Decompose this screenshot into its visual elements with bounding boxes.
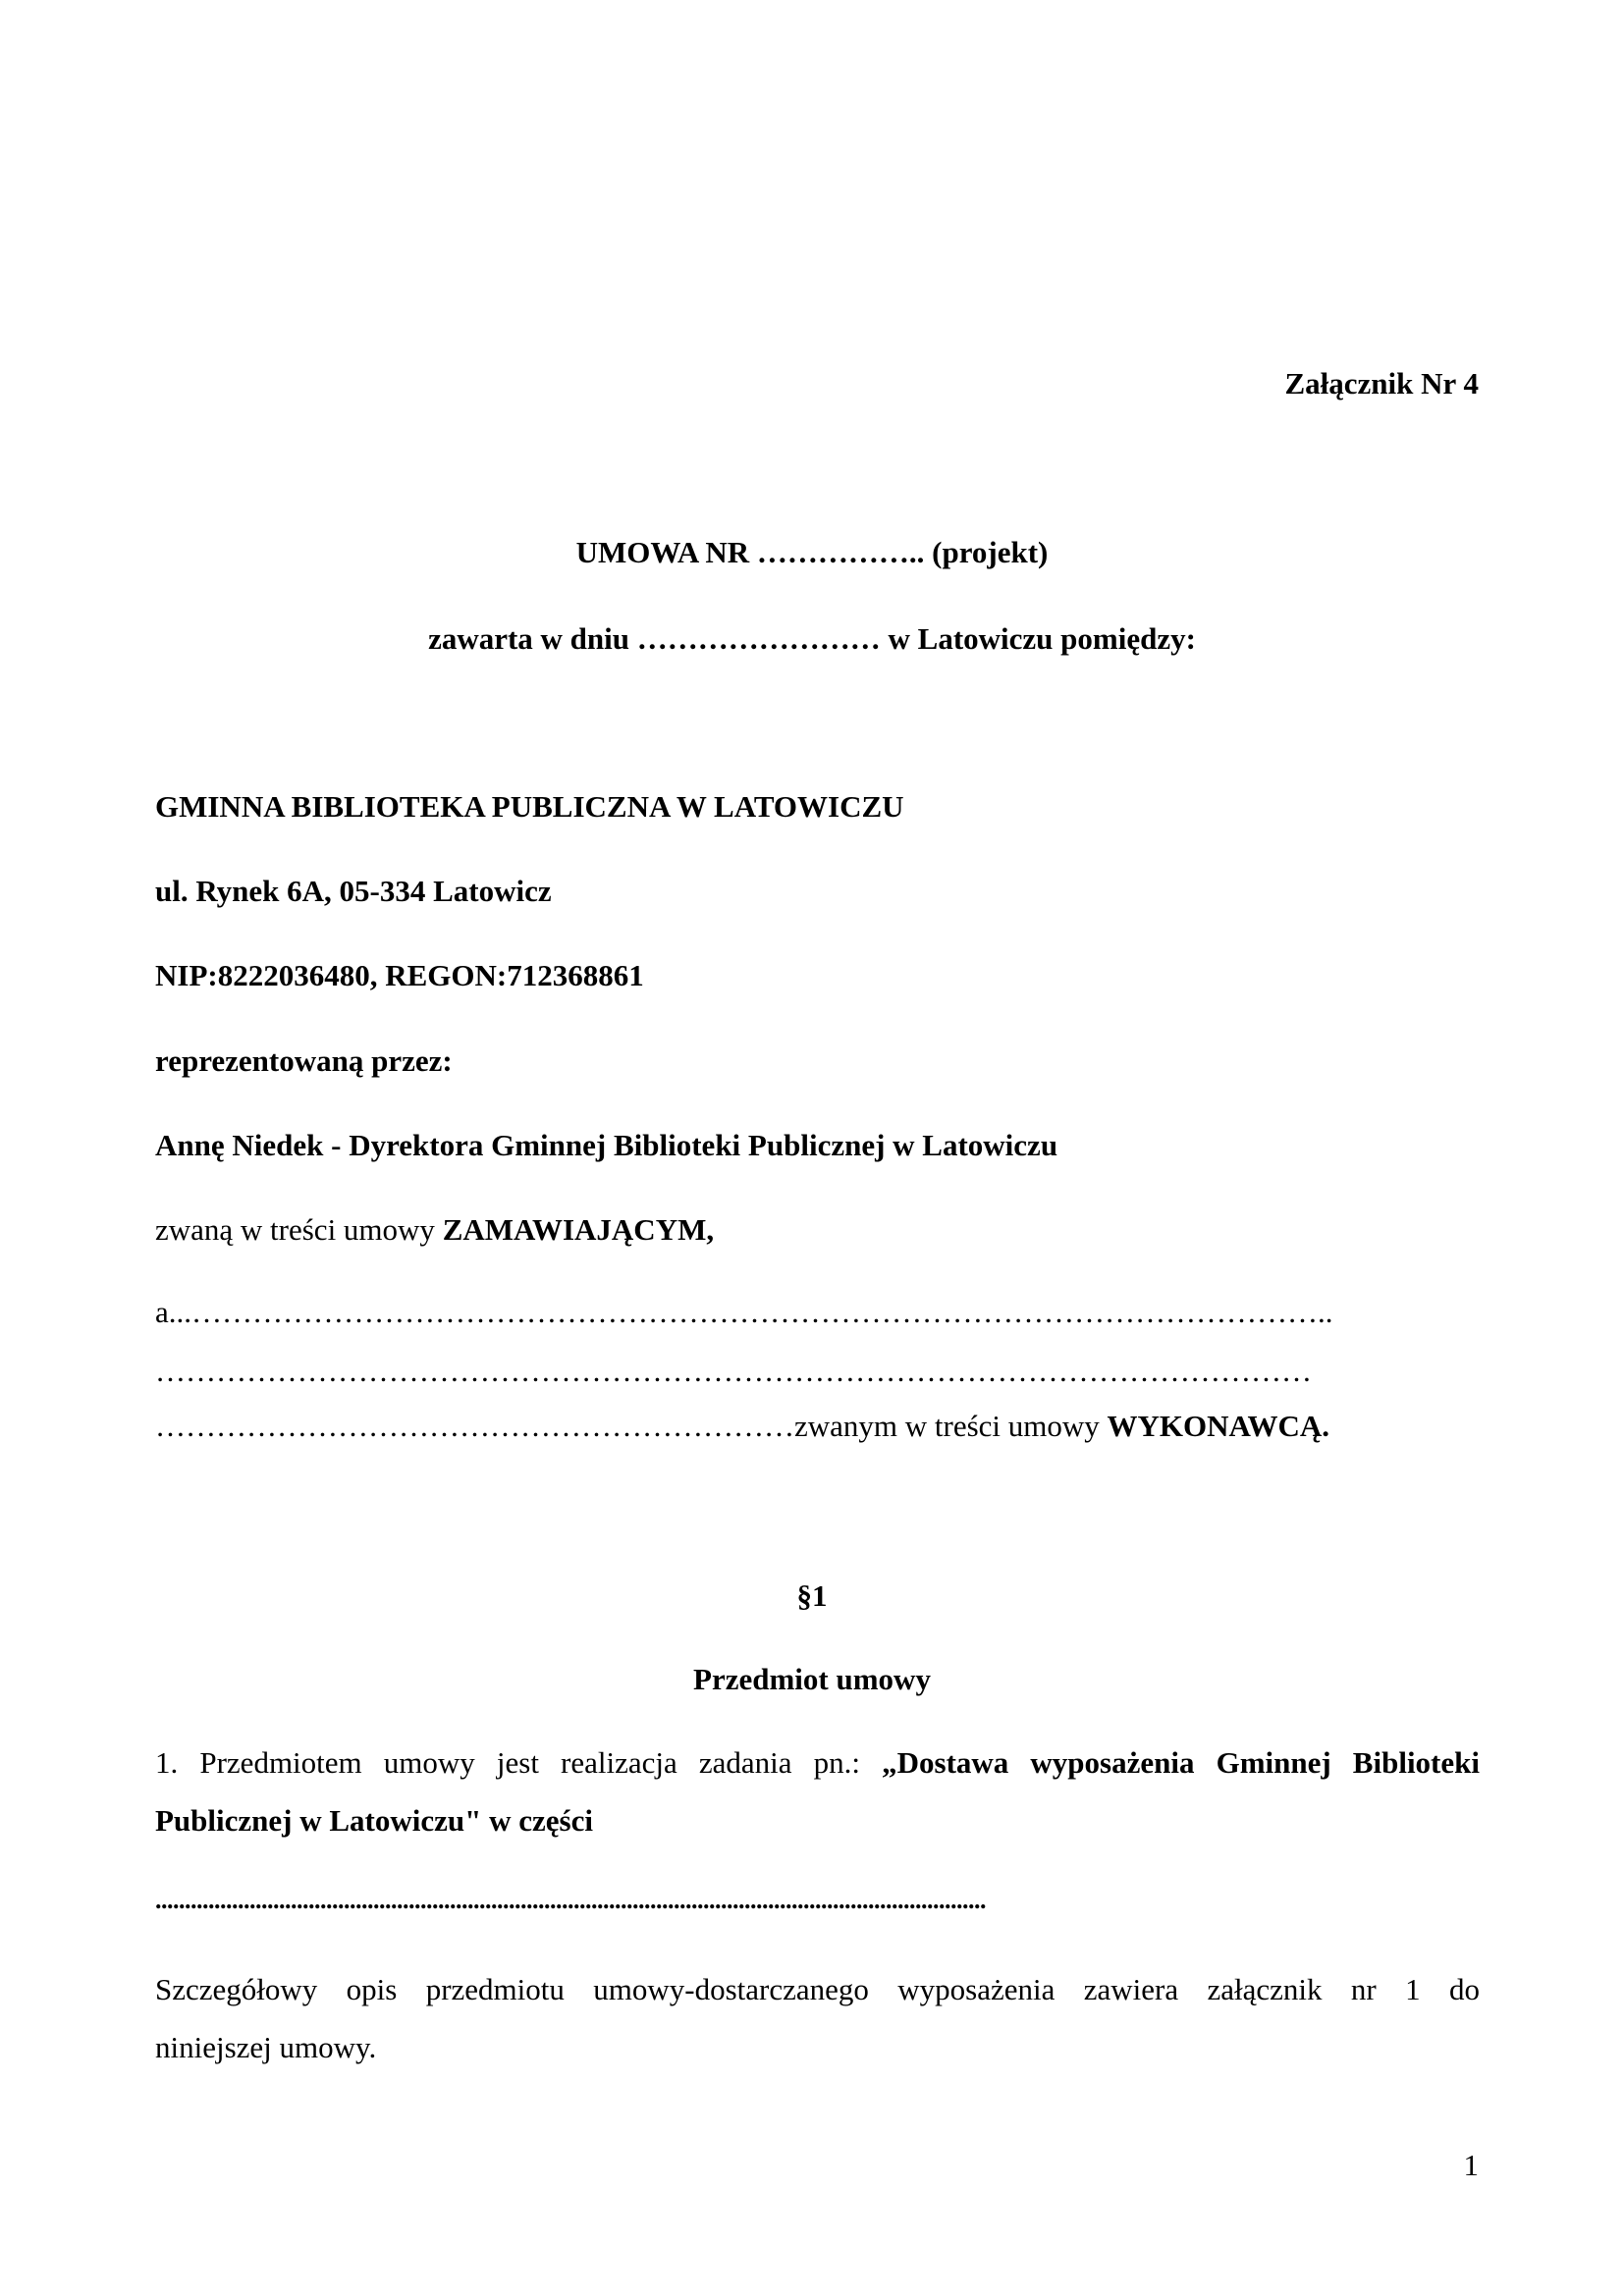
- section-para-1-line-1: [155, 1744, 1480, 1781]
- represented-by-label: reprezentowaną przez:: [155, 1043, 453, 1078]
- contractor-line-2: ……………………………………………………………………………………………………: [155, 1354, 1312, 1388]
- attachment-label: Załącznik Nr 4: [1284, 366, 1479, 400]
- employer-representative: Annę Niedek - Dyrektora Gminnej Biblioteki Publicznej w Latowiczu: [155, 1128, 1058, 1162]
- employer-ids: NIP:8222036480, REGON:712368861: [155, 958, 644, 992]
- section-para-1-title-b: Publicznej w Latowiczu" w części: [155, 1803, 593, 1838]
- section-para-1-title-a: „Dostawa wyposażenia Gminnej Biblioteki: [882, 1745, 1480, 1780]
- contract-date-line: zawarta w dniu …………………… w Latowiczu pomiędzy:: [428, 621, 1196, 656]
- employer-called-line: [155, 1211, 714, 1248]
- contractor-line-3: [155, 1408, 1329, 1444]
- section-number: §1: [796, 1578, 828, 1613]
- section-dots-line: .............................................................................................................................................: [155, 1886, 986, 1914]
- contract-title: UMOWA NR …………….. (projekt): [575, 535, 1049, 569]
- contractor-line-1: a...…………………………………………………………………………………………………..: [155, 1295, 1333, 1329]
- section-para-2-line-1: Szczegółowy opis przedmiotu umowy-dostarczanego wyposażenia zawiera załącznik nr 1 do: [155, 1972, 1480, 2006]
- contractor-called-prefix: zwanym w treści umowy: [794, 1409, 1108, 1443]
- employer-name: GMINNA BIBLIOTEKA PUBLICZNA W LATOWICZU: [155, 789, 904, 824]
- section-para-2-line-2: niniejszej umowy.: [155, 2030, 377, 2064]
- section-heading: Przedmiot umowy: [693, 1662, 931, 1696]
- employer-address: ul. Rynek 6A, 05-334 Latowicz: [155, 874, 552, 908]
- employer-called-name: ZAMAWIAJĄCYM,: [442, 1212, 715, 1247]
- contractor-dots: ………………………………………………………: [155, 1409, 794, 1443]
- section-para-1-prefix: 1. Przedmiotem umowy jest realizacja zadania pn.:: [155, 1745, 883, 1780]
- page-number: 1: [1463, 2148, 1479, 2182]
- contractor-called-name: WYKONAWCĄ.: [1107, 1409, 1330, 1443]
- employer-called-prefix: zwaną w treści umowy: [155, 1212, 443, 1247]
